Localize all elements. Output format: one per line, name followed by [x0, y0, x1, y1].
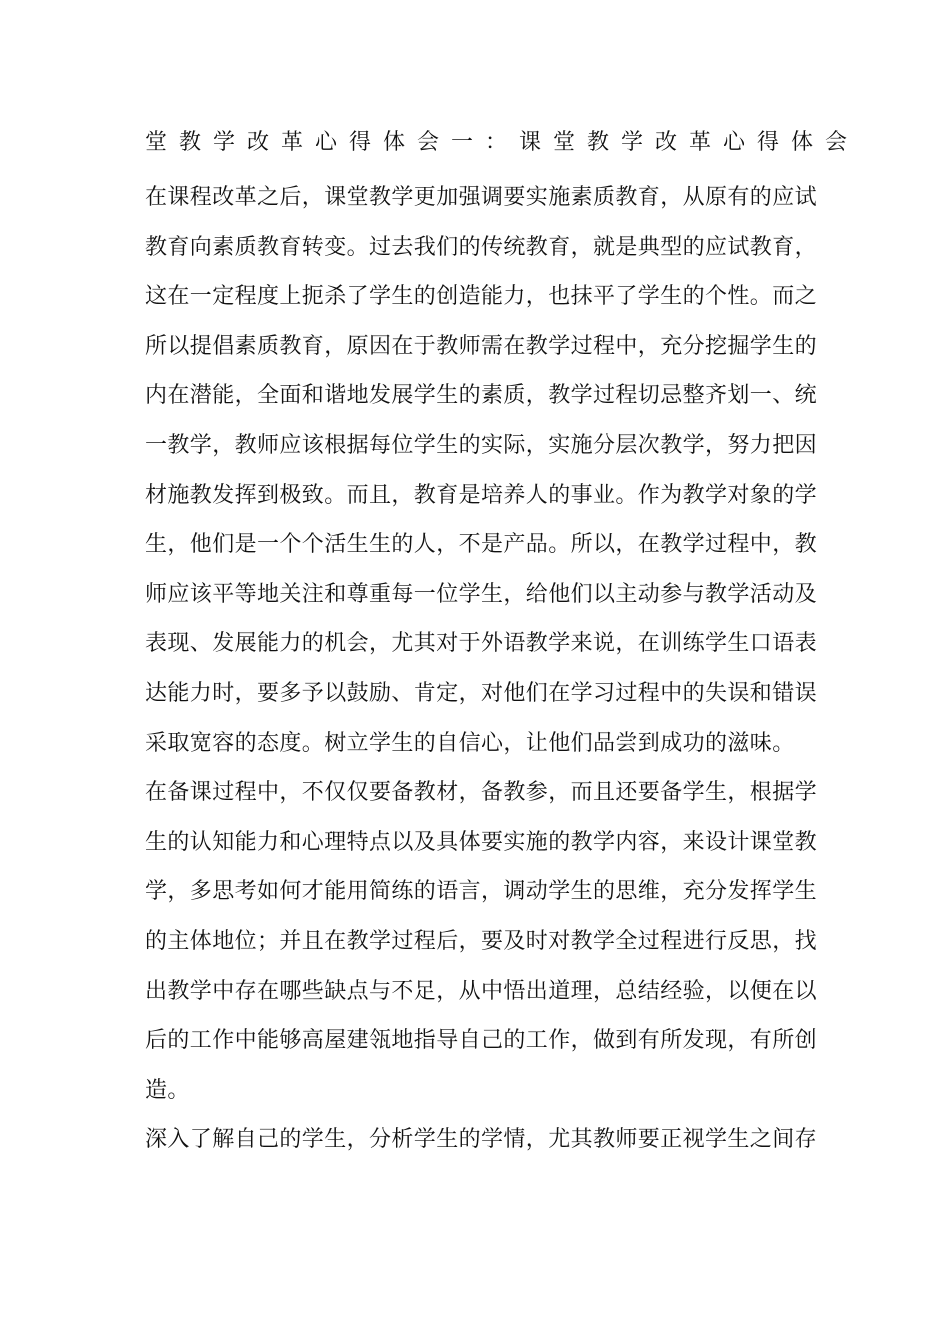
- text-line: 学，多思考如何才能用简练的语言，调动学生的思维，充分发挥学生: [145, 879, 818, 905]
- text-line: 材施教发挥到极致。而且，教育是培养人的事业。作为教学对象的学: [145, 482, 818, 508]
- text-line: 造。: [145, 1077, 190, 1103]
- text-line: 内在潜能，全面和谐地发展学生的素质，教学过程切忌整齐划一、统: [145, 383, 818, 409]
- text-line: 的主体地位；并且在教学过程后，要及时对教学全过程进行反思，找: [145, 928, 818, 954]
- text-line: 表现、发展能力的机会，尤其对于外语教学来说，在训练学生口语表: [145, 631, 818, 657]
- text-line: 这在一定程度上扼杀了学生的创造能力，也抹平了学生的个性。而之: [145, 284, 818, 310]
- text-line: 采取宽容的态度。树立学生的自信心，让他们品尝到成功的滋味。: [145, 730, 795, 756]
- text-line: 师应该平等地关注和尊重每一位学生，给他们以主动参与教学活动及: [145, 581, 818, 607]
- text-line: 在课程改革之后，课堂教学更加强调要实施素质教育，从原有的应试: [145, 185, 818, 210]
- text-line: 达能力时，要多予以鼓励、肯定，对他们在学习过程中的失误和错误: [145, 680, 818, 706]
- text-line: 教育向素质教育转变。过去我们的传统教育，就是典型的应试教育，: [145, 234, 818, 260]
- text-line: 后的工作中能够高屋建瓴地指导自己的工作，做到有所发现，有所创: [145, 1028, 818, 1054]
- document-title: 堂教学改革心得体会一：课堂教学改革心得体会: [145, 130, 860, 155]
- text-line: 在备课过程中，不仅仅要备教材，备教参，而且还要备学生，根据学: [145, 780, 818, 806]
- document-body: [145, 173, 825, 1165]
- text-line: 深入了解自己的学生，分析学生的学情，尤其教师要正视学生之间存: [145, 1127, 818, 1153]
- text-line: 所以提倡素质教育，原因在于教师需在教学过程中，充分挖掘学生的: [145, 333, 818, 359]
- text-line: 出教学中存在哪些缺点与不足，从中悟出道理，总结经验，以便在以: [145, 978, 818, 1004]
- text-line: 一教学，教师应该根据每位学生的实际，实施分层次教学，努力把因: [145, 432, 818, 458]
- text-line: 生的认知能力和心理特点以及具体要实施的教学内容，来设计课堂教: [145, 829, 818, 855]
- text-line: 生，他们是一个个活生生的人，不是产品。所以，在教学过程中，教: [145, 532, 818, 558]
